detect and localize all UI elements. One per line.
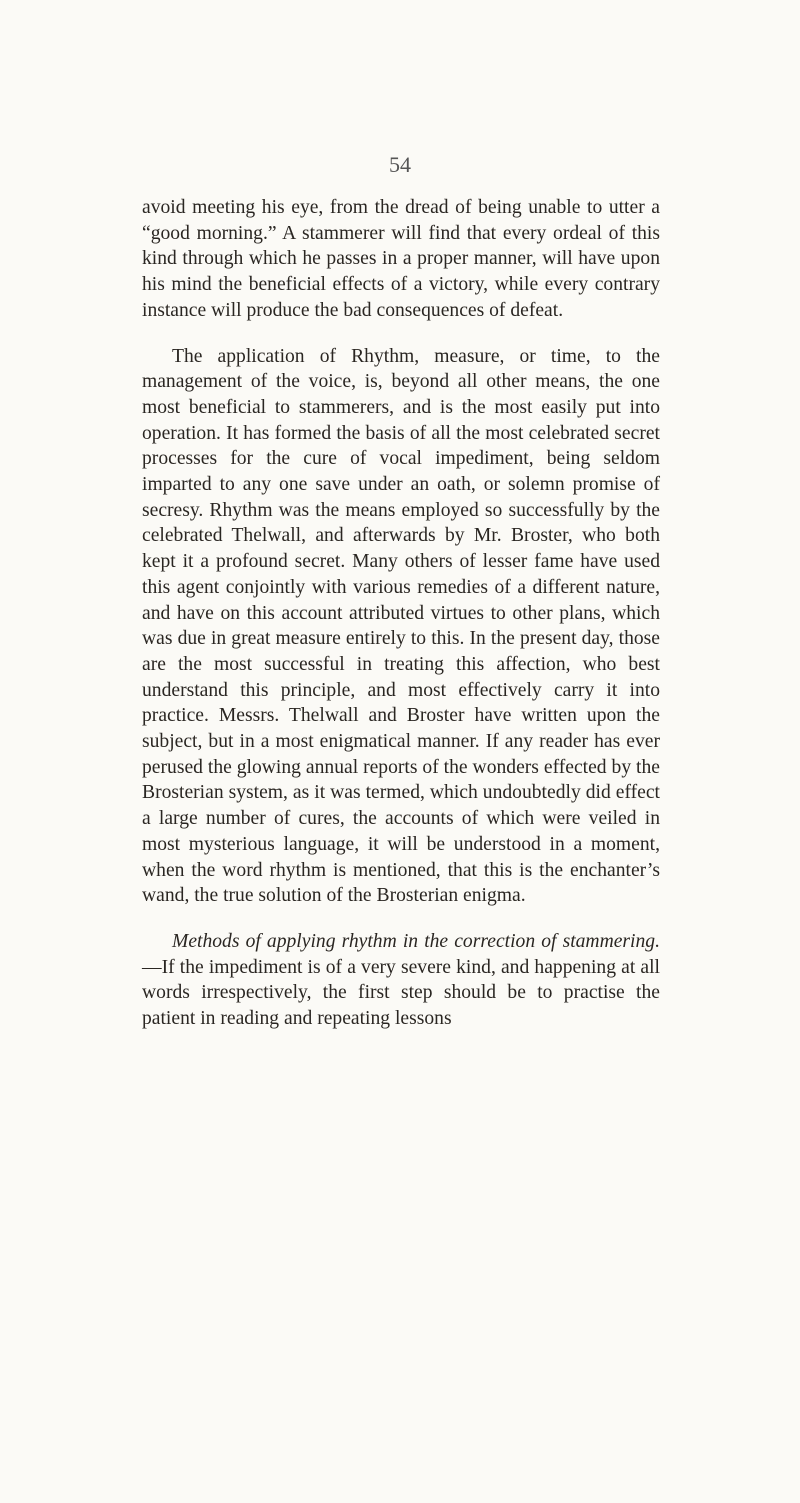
paragraph-methods-text: —If the impediment is of a very severe kind, and happening at all words irrespectively, the first step should be to practise the patient in reading and repeating lessons — [142, 956, 660, 1030]
paragraph-rhythm: The application of Rhythm, measure, or time, to the management of the voice, is, beyond all other means, the one most beneficial to stammerers, and is the most easily put into operation. It has formed the basis of all the most celebrated secret processes for the cure of vocal impediment, being seldom imparted to any one save under an oath, or solemn promise of secresy. Rhythm was the means employed so successfully by the celebrated Thelwall, and afterwards by Mr. Broster, who both kept it a profound secret. Many others of lesser fame have used this agent conjointly with various remedies of a different nature, and have on this account attributed virtues to other plans, which was due in great measure entirely to this. In the present day, those are the most successful in treating this affection, who best understand this principle, and most effectively carry it into practice. Messrs. Thelwall and Broster have written upon the subject, but in a most enigmatical manner. If any reader has ever perused the glowing annual reports of the wonders effected by the Brosterian system, as it was termed, which undoubtedly did effect a large number of cures, the accounts of which were veiled in most mysterious language, it will be understood in a moment, when the word rhythm is mentioned, that this is the enchanter’s wand, the true solution of the Brosterian enigma. — [142, 345, 660, 907]
section-heading: Methods of applying rhythm in the correction of stammering. — [172, 930, 660, 952]
page-number: 54 — [389, 152, 411, 177]
body-text — [142, 195, 660, 1032]
paragraph-continuation: avoid meeting his eye, from the dread of being unable to utter a “good morning.” A stammerer will find that every ordeal of this kind through which he passes in a proper manner, will have upon his mind the beneficial effects of a victory, while every contrary instance will produce the bad consequences of defeat. — [142, 197, 660, 321]
paragraph-methods — [142, 929, 660, 1032]
